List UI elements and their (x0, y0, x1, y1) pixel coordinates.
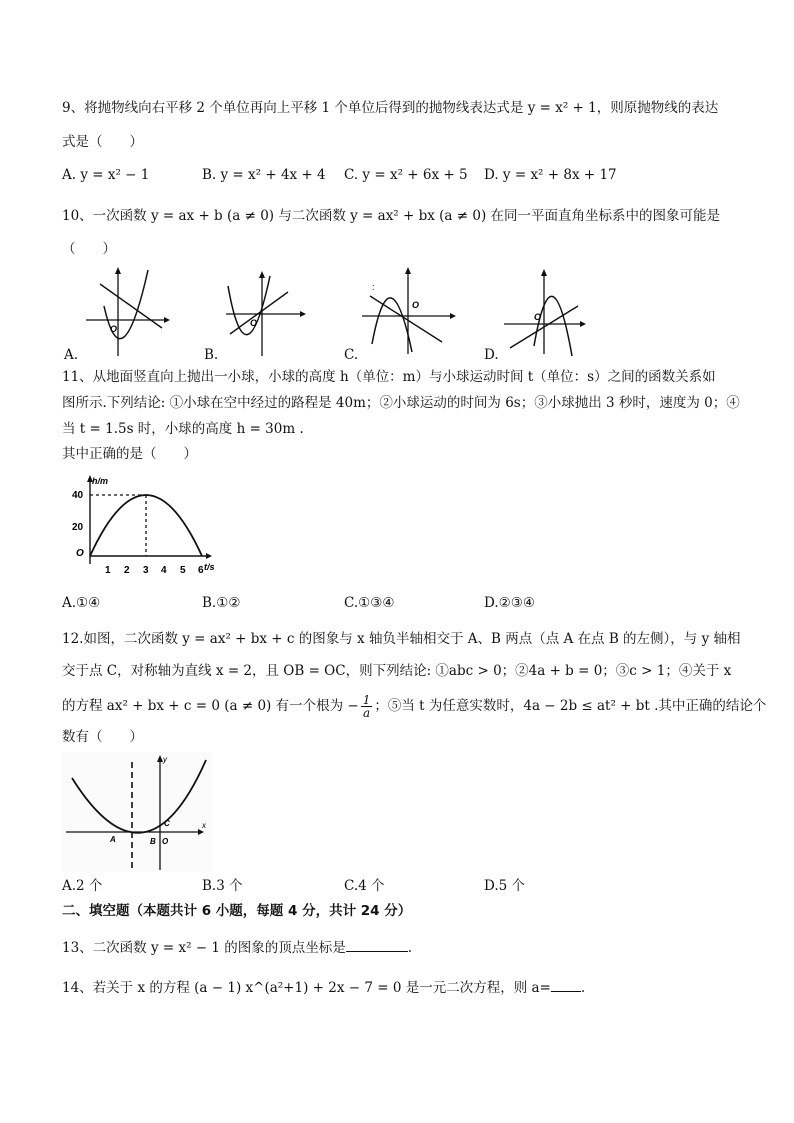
q12-option-b: B.3 个 (202, 878, 243, 894)
q11-ytick-40: 40 (72, 490, 84, 501)
q10-graph-a (86, 266, 166, 358)
q12-label-o: O (162, 837, 169, 846)
q11-origin: O (76, 548, 84, 559)
q11-option-c: C.①③④ (344, 595, 395, 611)
q11-xtick-5: 5 (180, 565, 186, 576)
q11-option-a: A.①④ (62, 595, 101, 611)
svg-text::: : (372, 282, 375, 292)
q12-line1: 12.如图，二次函数 y = ax² + bx + c 的图象与 x 轴负半轴相交于 A、B 两点（点 A 在点 B 的左侧），与 y 轴相 (62, 631, 741, 647)
q9-option-c: C. y = x² + 6x + 5 (344, 167, 468, 183)
q12-line3-b: ；⑤当 t 为任意实数时，4a − 2b ≤ at² + bt .其中正确的结论个 (374, 698, 767, 714)
q12-label-x: x (202, 821, 206, 830)
q12-fraction-num: 1 (362, 693, 371, 707)
q11-option-b: B.①② (202, 595, 241, 611)
svg-text:O: O (534, 312, 542, 322)
q10-graph-c (362, 266, 458, 358)
q12-line3-a: 的方程 ax² + bx + c = 0 (a ≠ 0) 有一个根为 − (62, 698, 359, 714)
q11-chart (70, 474, 230, 584)
q10-label-a: A. (64, 347, 79, 363)
q12-label-a: A (110, 835, 116, 844)
q12-line4: 数有（ ） (62, 729, 143, 745)
q10-graph-b (222, 268, 306, 360)
q12-label-y: y (163, 755, 167, 764)
q12-option-d: D.5 个 (484, 878, 526, 894)
q12-fraction (361, 694, 373, 719)
q9-line2: 式是（ ） (62, 134, 143, 150)
q12-graph (62, 752, 212, 872)
q11-line3: 当 t = 1.5s 时，小球的高度 h = 30m . (62, 421, 304, 437)
q11-ylabel: h/m (92, 476, 109, 486)
q10-label-c: C. (344, 347, 359, 363)
section-2-heading: 二、填空题（本题共计 6 小题，每题 4 分，共计 24 分） (62, 903, 412, 919)
q11-xtick-6: 6 (198, 565, 204, 576)
q13-end: . (407, 940, 413, 956)
q13-text: 13、二次函数 y = x² − 1 的图象的顶点坐标是 (62, 940, 346, 956)
svg-text:O: O (110, 324, 118, 334)
q11-ytick-20: 20 (72, 522, 84, 533)
q11-xtick-1: 1 (105, 565, 111, 576)
q10-label-b: B. (204, 347, 219, 363)
q11-xlabel: t/s (204, 562, 215, 572)
q9-line1: 9、将抛物线向右平移 2 个单位再向上平移 1 个单位后得到的抛物线表达式是 y = x² + 1，则原抛物线的表达 (62, 100, 719, 116)
q9-option-a: A. y = x² − 1 (62, 167, 150, 183)
q12-fraction-den: a (362, 706, 371, 720)
q11-axes (87, 475, 212, 564)
q13-answer-blank[interactable] (346, 937, 408, 952)
q11-line2: 图所示.下列结论: ①小球在空中经过的路程是 40m；②小球运动的时间为 6s；③小球抛出 3 秒时，速度为 0；④ (62, 395, 740, 411)
q14-end: . (580, 980, 586, 996)
svg-text:O: O (250, 318, 258, 328)
q11-xtick-2: 2 (124, 565, 130, 576)
q12-line3 (62, 694, 766, 719)
svg-text:O: O (412, 300, 420, 310)
q12-label-c: C (164, 819, 170, 828)
q11-line1: 11、从地面竖直向上抛出一小球，小球的高度 h（单位：m）与小球运动时间 t（单位：s）之间的函数关系如 (62, 369, 716, 385)
q9-option-b: B. y = x² + 4x + 4 (202, 167, 326, 183)
q12-line2: 交于点 C，对称轴为直线 x = 2，且 OB = OC，则下列结论: ①abc > 0；②4a + b = 0；③c > 1；④关于 x (62, 663, 732, 679)
q11-line4: 其中正确的是（ ） (62, 446, 197, 462)
q11-option-d: D.②③④ (484, 595, 535, 611)
q14-text: 14、若关于 x 的方程 (a − 1) x^(a²+1) + 2x − 7 = 0 是一元二次方程，则 a= (62, 980, 551, 996)
q10-graph-d (500, 266, 592, 358)
q9-option-d: D. y = x² + 8x + 17 (484, 167, 617, 183)
q14-answer-blank[interactable] (551, 977, 581, 992)
q12-label-b: B (150, 837, 156, 846)
q11-xtick-3: 3 (143, 565, 149, 576)
q11-xtick-4: 4 (161, 565, 167, 576)
q12-option-a: A.2 个 (62, 878, 103, 894)
q13 (62, 937, 412, 957)
q10-line2: （ ） (62, 241, 116, 257)
q12-option-c: C.4 个 (344, 878, 385, 894)
q14 (62, 977, 585, 997)
q10-label-d: D. (484, 347, 499, 363)
q10-line1: 10、一次函数 y = ax + b (a ≠ 0) 与二次函数 y = ax² + bx (a ≠ 0) 在同一平面直角坐标系中的图象可能是 (62, 208, 721, 224)
